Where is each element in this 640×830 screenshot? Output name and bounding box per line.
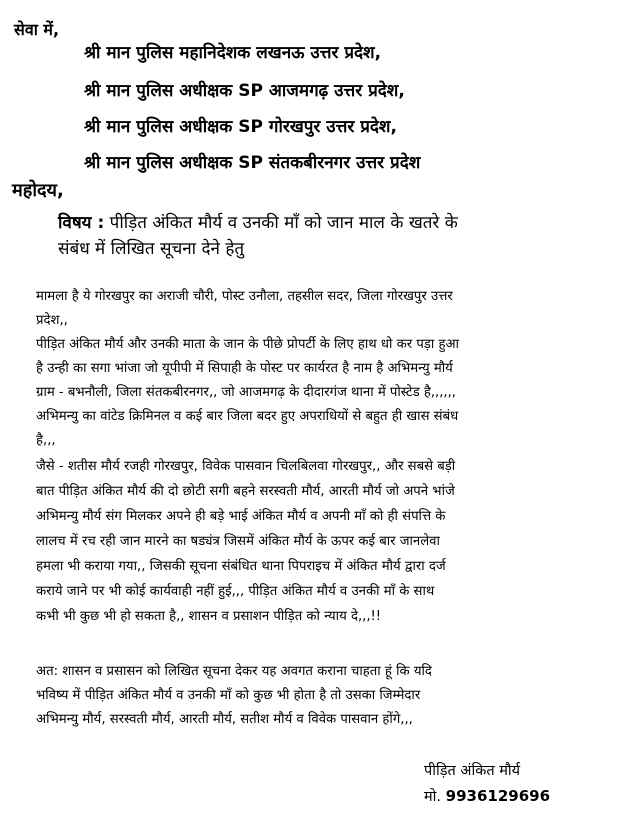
addressee-sp-santkabirnagar xyxy=(84,150,420,173)
subject-label: विषय : xyxy=(58,213,105,233)
conclusion-line: भविष्य में पीड़ित अंकित मौर्य व उनकी माँ को कुछ भी होता है तो उसका जिम्मेदार xyxy=(36,688,421,703)
body-line: है उन्ही का सगा भांजा जो यूपीपी में सिपाही के पोस्ट पर कार्यरत है नाम है अभिमन्यु मौर्य xyxy=(36,361,453,376)
conclusion-line: अत: शासन व प्रसासन को लिखित सूचना देकर यह अवगत कराना चाहता हूं कि यदि xyxy=(36,664,432,679)
addressee-text: श्री मान पुलिस अधीक्षक xyxy=(84,153,239,173)
addressee-place: आजमगढ़ उत्तर प्रदेश, xyxy=(263,81,405,101)
addressee-place: संतकबीरनगर उत्तर प्रदेश xyxy=(263,153,421,173)
subject-text: पीड़ित अंकित मौर्य व उनकी माँ को जान माल के खतरे के xyxy=(104,213,458,233)
addressee-place: गोरखपुर उत्तर प्रदेश, xyxy=(263,117,397,137)
sp-abbrev: SP xyxy=(238,153,263,173)
body-line: कराये जाने पर भी कोई कार्यवाही नहीं हुई,,, पीड़ित अंकित मौर्य व उनकी माँ के साथ xyxy=(36,584,435,599)
body-line: ग्राम - बभनौली, जिला संतकबीरनगर,, जो आजमगढ़ के दीदारगंज थाना में पोस्टेड है,,,,,, xyxy=(36,385,456,400)
subject-line-2: संबंध में लिखित सूचना देने हेतु xyxy=(58,239,245,259)
body-line: बात पीड़ित अंकित मौर्य की दो छोटी सगी बहने सरस्वती मौर्य, आरती मौर्य जो अपने भांजे xyxy=(36,484,455,499)
salutation: महोदय, xyxy=(12,180,64,201)
sp-abbrev: SP xyxy=(238,117,263,137)
addressee-dgp xyxy=(84,40,381,63)
addressee-text: श्री मान पुलिस अधीक्षक xyxy=(84,117,239,137)
sp-abbrev: SP xyxy=(238,81,263,101)
body-line: प्रदेश,, xyxy=(36,313,68,328)
addressee-sp-azamgarh xyxy=(84,78,405,101)
to-line: सेवा में, xyxy=(14,20,60,39)
addressee-text: श्री मान पुलिस अधीक्षक xyxy=(84,81,239,101)
subject-block xyxy=(58,210,458,262)
body-line: हमला भी कराया गया,, जिसकी सूचना संबंधित थाना पिपराइच में अंकित मौर्य द्वारा दर्ज xyxy=(36,559,446,574)
signature-name: पीड़ित अंकित मौर्य xyxy=(424,763,521,779)
body-line: पीड़ित अंकित मौर्य और उनकी माता के जान के पीछे प्रोपर्टी के लिए हाथ धो कर पड़ा हुआ xyxy=(36,337,459,352)
body-line: कभी भी कुछ भी हो सकता है,, शासन व प्रसाशन पीड़ित को न्याय दे,,,!! xyxy=(36,609,382,624)
body-line: है,,, xyxy=(36,433,56,448)
phone-label: मो. xyxy=(424,789,446,805)
body-line: अभिमन्यु मौर्य संग मिलकर अपने ही बड़े भाई अंकित मौर्य व अपनी माँ को ही संपत्ति के xyxy=(36,509,446,524)
body-line: अभिमन्यु का वांटेड क्रिमिनल व कई बार जिला बदर हुए अपराधियों से बहुत ही खास संबंध xyxy=(36,409,459,424)
signature-phone xyxy=(424,786,550,806)
phone-number: 9936129696 xyxy=(445,787,551,805)
body-line: लालच में रच रही जान मारने का षड्यंत्र जिसमें अंकित मौर्य के ऊपर कई बार जानलेवा xyxy=(36,534,440,549)
conclusion-line: अभिमन्यु मौर्य, सरस्वती मौर्य, आरती मौर्य, सतीश मौर्य व विवेक पासवान होंगे,,, xyxy=(36,712,413,727)
addressee-sp-gorakhpur xyxy=(84,114,397,137)
subject-line-1 xyxy=(58,210,458,236)
addressee-text: श्री मान पुलिस महानिदेशक लखनऊ उत्तर प्रदेश, xyxy=(84,43,382,63)
body-line: जैसे - शतीस मौर्य रजही गोरखपुर, विवेक पासवान चिलबिलवा गोरखपुर,, और सबसे बड़ी xyxy=(36,459,456,474)
body-line: मामला है ये गोरखपुर का अराजी चौरी, पोस्ट उनौला, तहसील सदर, जिला गोरखपुर उत्तर xyxy=(36,289,453,304)
